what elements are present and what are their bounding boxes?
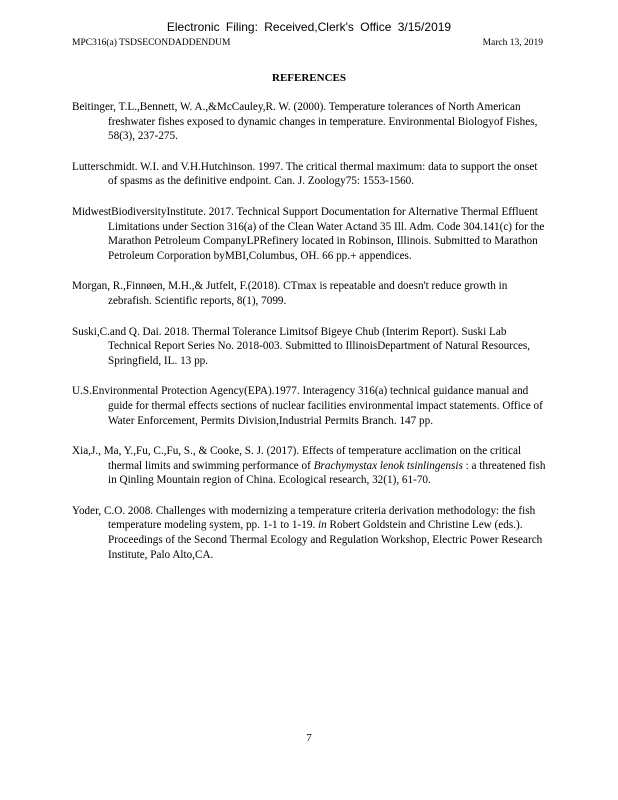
- page-title: REFERENCES: [272, 72, 346, 84]
- reference-text: : a threatened fish in Qinling Mountain region of China. Ecological research, 32(1), 61-70.: [108, 459, 546, 487]
- reference-text: Yoder, C.O. 2008. Challenges with modernizing a temperature criteria derivation methodology: the fish temperature modeling system, pp. 1-1 to 1-19.: [72, 504, 536, 532]
- header-date: March 13, 2019: [482, 38, 543, 48]
- references-list: [72, 100, 546, 578]
- reference-text: Robert Goldstein and Christine Lew (eds.). Proceedings of the Second Thermal Ecology and Regulation Workshop, Electric Power Research Institute, Palo Alto,CA.: [108, 519, 543, 561]
- reference-entry: Lutterschmidt. W.I. and V.H.Hutchinson. 1997. The critical thermal maximum: data to support the onset of spasms as the definitive endpoint. Can. J. Zoology75: 1553-1560.: [72, 160, 538, 188]
- header-document-id: MPC316(a) TSDSECONDADDENDUM: [72, 38, 231, 48]
- reference-entry: [72, 504, 546, 562]
- reference-entry: [72, 444, 546, 488]
- page-number: 7: [306, 732, 312, 744]
- reference-text: Xia,J., Ma, Y.,Fu, C.,Fu, S., & Cooke, S. J. (2017). Effects of temperature acclimation on the critical thermal limits and swimming performance of: [72, 445, 522, 472]
- reference-entry: Morgan, R.,Finnøen, M.H.,& Jutfelt, F.(2018). CTmax is repeatable and doesn't reduce growth in zebrafish. Scientific reports, 8(1), 7099.: [72, 280, 508, 307]
- reference-italic: in: [318, 519, 327, 532]
- filing-stamp: Electronic Filing: Received,Clerk's Office 3/15/2019: [166, 20, 452, 34]
- reference-entry: Beitinger, T.L.,Bennett, W. A.,&McCauley,R. W. (2000). Temperature tolerances of North American freshwater fishes exposed to dynamic changes in temperature. Environmental Biologyof Fishes, 58(3), 237-275.: [72, 101, 538, 143]
- reference-entry: Suski,C.and Q. Dai. 2018. Thermal Tolerance Limitsof Bigeye Chub (Interim Report). Suski Lab Technical Report Series No. 2018-003. Submitted to IllinoisDepartment of Natural Resources, Springfield, IL. 13 pp.: [72, 325, 531, 367]
- reference-entry: U.S.Environmental Protection Agency(EPA).1977. Interagency 316(a) technical guidance manual and guide for thermal effects sections of nuclear facilities environmental impact statements. Office of Water Enforcement, Permits Division,Industrial Permits Branch. 147 pp.: [72, 385, 543, 427]
- species-name: Brachymystax lenok tsinlingensis: [313, 459, 463, 472]
- reference-entry: MidwestBiodiversityInstitute. 2017. Technical Support Documentation for Alternative Thermal Effluent Limitations under Section 316(a) of the Clean Water Actand 35 Ill. Adm. Code 304.141(c) for the Marathon Petroleum CompanyLPRefinery located in Robinson, Illinois. Submitted to Marathon Petroleum Corporation byMBI,Columbus, OH. 66 pp.+ appendices.: [72, 205, 545, 262]
